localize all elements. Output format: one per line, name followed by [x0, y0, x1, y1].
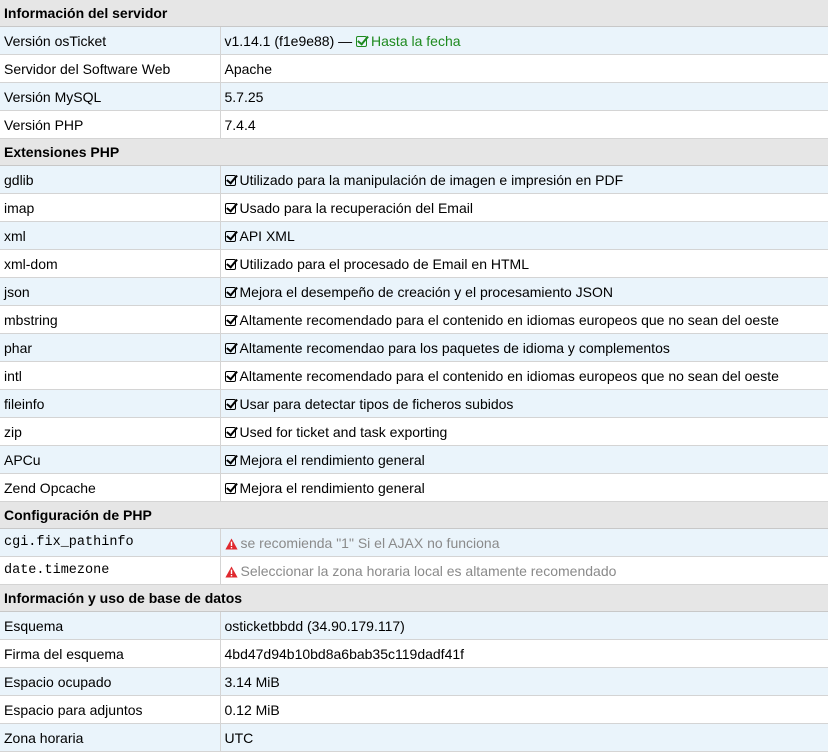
- version-text: v1.14.1 (f1e9e88) —: [224, 32, 353, 49]
- table-row: [0, 83, 828, 111]
- row-label: Zona horaria: [0, 724, 220, 752]
- extension-description: Usado para la recuperación del Email: [239, 199, 473, 216]
- row-label: date.timezone: [0, 557, 220, 585]
- check-square-icon: [225, 259, 236, 270]
- row-value: [220, 166, 828, 194]
- extension-description: Mejora el rendimiento general: [239, 451, 425, 468]
- table-row: [0, 334, 828, 362]
- warning-text: Seleccionar la zona horaria local es altamente recomendado: [240, 562, 617, 579]
- table-row: [0, 194, 828, 222]
- extension-description: Altamente recomendado para el contenido en idiomas europeos que no sean del oeste: [239, 367, 779, 384]
- table-row: [0, 306, 828, 334]
- table-row: [0, 362, 828, 390]
- row-label: json: [0, 278, 220, 306]
- row-value: UTC: [220, 724, 828, 752]
- section-title: Información del servidor: [0, 0, 828, 27]
- table-row: [0, 557, 828, 585]
- row-value: [220, 250, 828, 278]
- row-label: Zend Opcache: [0, 474, 220, 502]
- row-label: Versión PHP: [0, 111, 220, 139]
- check-square-icon: [225, 483, 236, 494]
- section-database-header: [0, 585, 828, 612]
- row-value: [220, 306, 828, 334]
- section-title: Extensiones PHP: [0, 139, 828, 166]
- section-title: Información y uso de base de datos: [0, 585, 828, 612]
- up-to-date-status: [356, 33, 461, 49]
- check-square-icon: [225, 315, 236, 326]
- extension-description: Utilizado para la manipulación de imagen e impresión en PDF: [239, 171, 624, 188]
- check-square-icon: [225, 427, 236, 438]
- table-row: [0, 418, 828, 446]
- check-square-icon: [356, 36, 367, 47]
- warning-text: se recomienda "1" Si el AJAX no funciona: [240, 534, 500, 551]
- row-label: Espacio ocupado: [0, 668, 220, 696]
- row-value: [220, 222, 828, 250]
- row-value: 3.14 MiB: [220, 668, 828, 696]
- check-square-icon: [225, 399, 236, 410]
- row-label: xml-dom: [0, 250, 220, 278]
- section-extensions-header: [0, 139, 828, 166]
- table-row: [0, 278, 828, 306]
- extension-description: Mejora el rendimiento general: [239, 479, 425, 496]
- check-square-icon: [225, 231, 236, 242]
- row-label: gdlib: [0, 166, 220, 194]
- row-value: 5.7.25: [220, 83, 828, 111]
- section-server-header: [0, 0, 828, 27]
- row-label: Versión MySQL: [0, 83, 220, 111]
- table-row: [0, 390, 828, 418]
- warning-icon: [225, 538, 238, 550]
- check-square-icon: [225, 203, 236, 214]
- status-text: Hasta la fecha: [371, 32, 461, 49]
- table-row: [0, 474, 828, 502]
- extension-description: Altamente recomendao para los paquetes de idioma y complementos: [239, 339, 670, 356]
- row-label: xml: [0, 222, 220, 250]
- extension-description: Utilizado para el procesado de Email en HTML: [239, 255, 529, 272]
- extension-description: Altamente recomendado para el contenido en idiomas europeos que no sean del oeste: [239, 311, 779, 328]
- row-label: Firma del esquema: [0, 640, 220, 668]
- extension-description: Used for ticket and task exporting: [239, 423, 448, 440]
- table-row: [0, 612, 828, 640]
- table-row: [0, 529, 828, 557]
- table-row: [0, 111, 828, 139]
- row-value: [220, 27, 828, 55]
- row-label: Esquema: [0, 612, 220, 640]
- check-square-icon: [225, 455, 236, 466]
- row-label: Servidor del Software Web: [0, 55, 220, 83]
- row-value: [220, 446, 828, 474]
- row-label: cgi.fix_pathinfo: [0, 529, 220, 557]
- check-square-icon: [225, 287, 236, 298]
- row-label: intl: [0, 362, 220, 390]
- row-value: 7.4.4: [220, 111, 828, 139]
- table-row: [0, 446, 828, 474]
- row-value: Apache: [220, 55, 828, 83]
- extension-description: Usar para detectar tipos de ficheros subidos: [239, 395, 514, 412]
- row-label: zip: [0, 418, 220, 446]
- table-row: [0, 27, 828, 55]
- row-value: [220, 390, 828, 418]
- table-row: [0, 724, 828, 752]
- row-label: Espacio para adjuntos: [0, 696, 220, 724]
- row-value: 4bd47d94b10bd8a6bab35c119dadf41f: [220, 640, 828, 668]
- row-value: [220, 194, 828, 222]
- row-value: [220, 362, 828, 390]
- row-value: [220, 557, 828, 585]
- warning-icon: [225, 566, 238, 578]
- row-value: [220, 529, 828, 557]
- section-title: Configuración de PHP: [0, 502, 828, 529]
- row-label: imap: [0, 194, 220, 222]
- row-value: osticketbbdd (34.90.179.117): [220, 612, 828, 640]
- check-square-icon: [225, 343, 236, 354]
- table-row: [0, 166, 828, 194]
- table-row: [0, 696, 828, 724]
- row-label: APCu: [0, 446, 220, 474]
- table-row: [0, 222, 828, 250]
- check-square-icon: [225, 371, 236, 382]
- extension-description: API XML: [239, 227, 295, 244]
- table-row: [0, 55, 828, 83]
- row-value: [220, 418, 828, 446]
- row-label: mbstring: [0, 306, 220, 334]
- row-label: phar: [0, 334, 220, 362]
- row-value: [220, 278, 828, 306]
- table-row: [0, 668, 828, 696]
- row-label: Versión osTicket: [0, 27, 220, 55]
- table-row: [0, 250, 828, 278]
- row-value: [220, 474, 828, 502]
- row-label: fileinfo: [0, 390, 220, 418]
- row-value: 0.12 MiB: [220, 696, 828, 724]
- table-row: [0, 640, 828, 668]
- extension-description: Mejora el desempeño de creación y el procesamiento JSON: [239, 283, 614, 300]
- check-square-icon: [225, 175, 236, 186]
- row-value: [220, 334, 828, 362]
- section-php-config-header: [0, 502, 828, 529]
